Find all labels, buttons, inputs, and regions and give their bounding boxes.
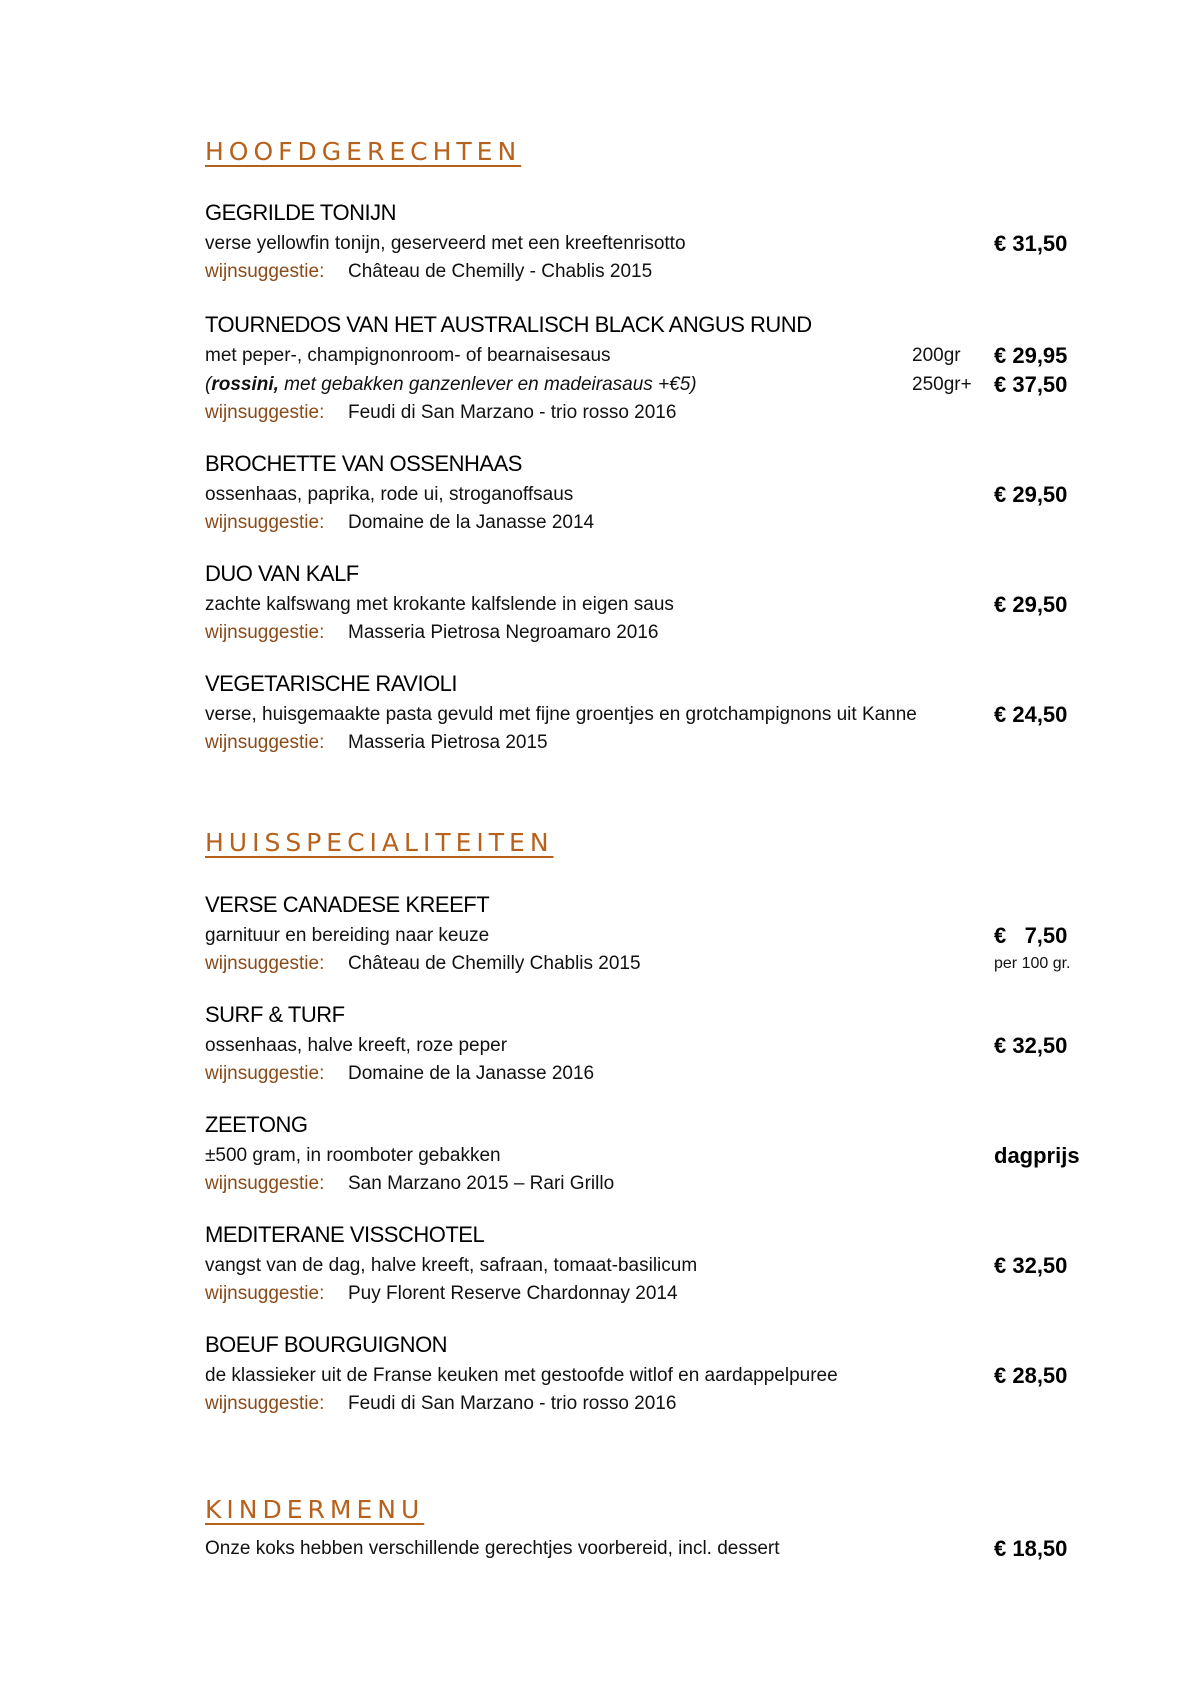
section-title-hoofdgerechten: HOOFDGERECHTEN xyxy=(205,137,522,166)
dish-price: € 18,50 xyxy=(994,1536,1068,1561)
dish-name: MEDITERANE VISSCHOTEL xyxy=(205,1222,485,1247)
dish-name: BROCHETTE VAN OSSENHAAS xyxy=(205,451,522,476)
dish-name: DUO VAN KALF xyxy=(205,561,359,586)
dish-description: vangst van de dag, halve kreeft, safraan, tomaat-basilicum xyxy=(205,1255,698,1276)
wine-suggestion: Domaine de la Janasse 2016 xyxy=(348,1063,595,1084)
section-title-kindermenu: KINDERMENU xyxy=(205,1495,425,1524)
dish-description: Onze koks hebben verschillende gerechtjes voorbereid, incl. dessert xyxy=(205,1538,780,1559)
wine-suggestion-label: wijnsuggestie: xyxy=(205,1173,325,1194)
dish-price-2: € 37,50 xyxy=(994,372,1068,397)
dish-price: € 24,50 xyxy=(994,702,1068,727)
wine-suggestion-label: wijnsuggestie: xyxy=(205,953,325,974)
wine-suggestion-label: wijnsuggestie: xyxy=(205,1063,325,1084)
dish-weight-2: 250gr+ xyxy=(912,374,972,395)
wine-suggestion: San Marzano 2015 – Rari Grillo xyxy=(348,1173,615,1194)
section-title-huisspecialiteiten: HUISSPECIALITEITEN xyxy=(205,828,554,857)
dish-option xyxy=(205,374,697,396)
wine-suggestion: Puy Florent Reserve Chardonnay 2014 xyxy=(348,1283,678,1304)
option-open: ( xyxy=(205,374,212,395)
dish-description: garnituur en bereiding naar keuze xyxy=(205,925,490,946)
dish-name: VERSE CANADESE KREEFT xyxy=(205,892,490,917)
dish-name: GEGRILDE TONIJN xyxy=(205,200,396,225)
dish-price: € 31,50 xyxy=(994,231,1068,256)
wine-suggestion-label: wijnsuggestie: xyxy=(205,622,325,643)
wine-suggestion: Masseria Pietrosa 2015 xyxy=(348,732,548,753)
dish-description: zachte kalfswang met krokante kalfslende in eigen saus xyxy=(205,594,674,615)
dish-description: ±500 gram, in roomboter gebakken xyxy=(205,1145,501,1166)
wine-suggestion: Château de Chemilly Chablis 2015 xyxy=(348,953,641,974)
wine-suggestion-label: wijnsuggestie: xyxy=(205,732,325,753)
dish-price: € 28,50 xyxy=(994,1363,1068,1388)
price-unit: per 100 gr. xyxy=(994,955,1071,972)
dish-description: ossenhaas, halve kreeft, roze peper xyxy=(205,1035,508,1056)
dish-name: BOEUF BOURGUIGNON xyxy=(205,1332,448,1357)
dish-name: TOURNEDOS VAN HET AUSTRALISCH BLACK ANGUS RUND xyxy=(205,312,812,337)
dish-price: € 7,50 xyxy=(994,923,1068,948)
dish-description: ossenhaas, paprika, rode ui, stroganoffsaus xyxy=(205,484,574,505)
wine-suggestion: Château de Chemilly - Chablis 2015 xyxy=(348,261,653,282)
wine-suggestion-label: wijnsuggestie: xyxy=(205,1283,325,1304)
wine-suggestion-label: wijnsuggestie: xyxy=(205,1393,325,1414)
dish-price: € 29,95 xyxy=(994,343,1068,368)
wine-suggestion: Feudi di San Marzano - trio rosso 2016 xyxy=(348,1393,677,1414)
dish-name: ZEETONG xyxy=(205,1112,308,1137)
wine-suggestion: Domaine de la Janasse 2014 xyxy=(348,512,595,533)
wine-suggestion: Feudi di San Marzano - trio rosso 2016 xyxy=(348,402,677,423)
dish-price: € 32,50 xyxy=(994,1033,1068,1058)
dish-name: SURF & TURF xyxy=(205,1002,345,1027)
option-rest: met gebakken ganzenlever en madeirasaus +€5) xyxy=(278,374,697,395)
wine-suggestion-label: wijnsuggestie: xyxy=(205,261,325,282)
dish-price: € 32,50 xyxy=(994,1253,1068,1278)
dish-price: € 29,50 xyxy=(994,482,1068,507)
dish-price: € 29,50 xyxy=(994,592,1068,617)
dish-price: dagprijs xyxy=(994,1143,1080,1168)
dish-description: verse, huisgemaakte pasta gevuld met fijne groentjes en grotchampignons uit Kanne xyxy=(205,704,917,725)
dish-description: de klassieker uit de Franse keuken met gestoofde witlof en aardappelpuree xyxy=(205,1365,838,1386)
wine-suggestion-label: wijnsuggestie: xyxy=(205,512,325,533)
dish-description: met peper-, champignonroom- of bearnaisesaus xyxy=(205,345,611,366)
dish-name: VEGETARISCHE RAVIOLI xyxy=(205,671,458,696)
wine-suggestion: Masseria Pietrosa Negroamaro 2016 xyxy=(348,622,659,643)
wine-suggestion-label: wijnsuggestie: xyxy=(205,402,325,423)
dish-weight: 200gr xyxy=(912,345,961,366)
dish-description: verse yellowfin tonijn, geserveerd met een kreeftenrisotto xyxy=(205,233,686,254)
option-bold: rossini, xyxy=(211,374,279,395)
